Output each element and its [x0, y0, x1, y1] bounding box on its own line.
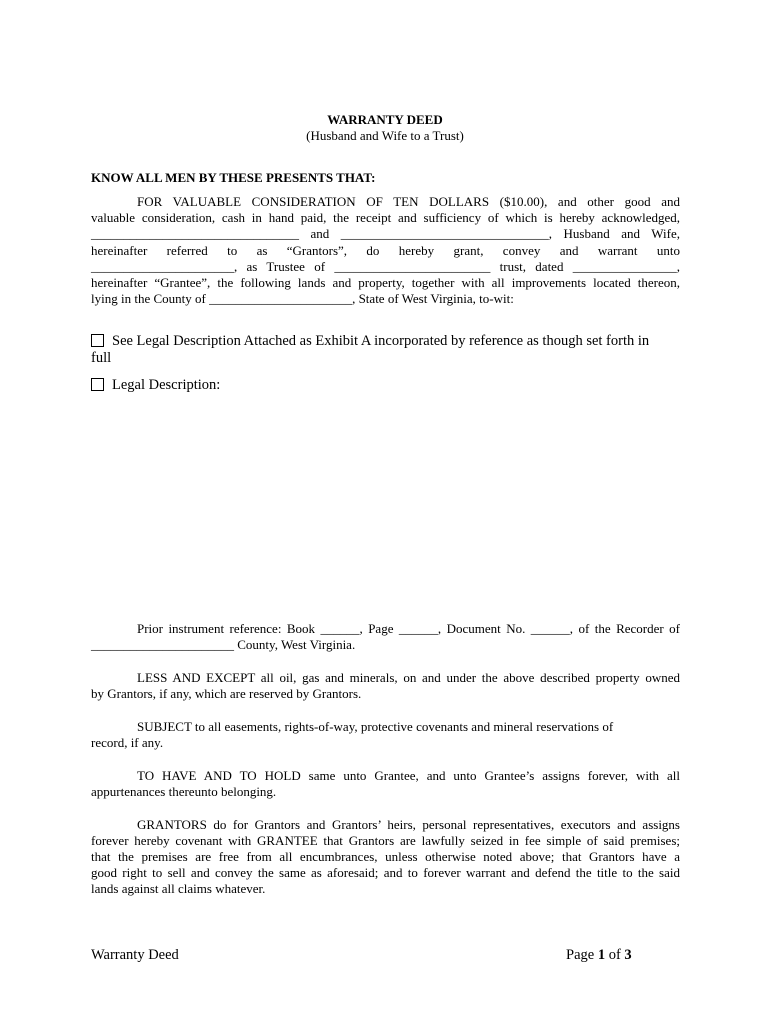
- to-have-line-1: TO HAVE AND TO HOLD same unto Grantee, and unto Grantee’s assigns forever, with all: [137, 768, 680, 783]
- page-number: [566, 947, 632, 964]
- covenant-line-2: forever hereby covenant with GRANTEE that Grantors are lawfully seized in fee simple of said premises;: [91, 833, 680, 848]
- footer-document-name: Warranty Deed: [91, 947, 179, 963]
- page-total: 3: [624, 947, 632, 963]
- legal-description-option: [91, 377, 220, 394]
- know-all-heading: KNOW ALL MEN BY THESE PRESENTS THAT:: [91, 170, 376, 185]
- prior-instrument-line-2: ______________________ County, West Virginia.: [91, 637, 356, 652]
- consideration-line-3: ________________________________ and ________________________________, Husband and Wife,: [91, 226, 680, 241]
- legal-description-label: Legal Description:: [112, 377, 221, 393]
- covenant-line-4: good right to sell and convey the same as aforesaid; and to forever warrant and defend the title to the said: [91, 865, 680, 880]
- exhibit-option-label: See Legal Description Attached as Exhibit A incorporated by reference as though set forth in: [112, 333, 650, 349]
- page-of: of: [608, 947, 621, 963]
- legal-description-checkbox[interactable]: [91, 378, 104, 391]
- subject-to-line-1: SUBJECT to all easements, rights-of-way, protective covenants and mineral reservations of: [137, 719, 614, 734]
- exhibit-option-continued: full: [91, 350, 112, 366]
- covenant-line-3: that the premises are free from all encumbrances, unless otherwise noted above; that Grantors have a: [91, 849, 680, 864]
- page-current: 1: [597, 947, 606, 963]
- document-title: WARRANTY DEED: [327, 112, 443, 127]
- document-subtitle: (Husband and Wife to a Trust): [306, 128, 464, 143]
- subject-to-line-2: record, if any.: [91, 735, 164, 750]
- covenant-line-5: lands against all claims whatever.: [91, 881, 266, 896]
- page-prefix: Page: [566, 947, 595, 963]
- exhibit-checkbox[interactable]: [91, 334, 104, 347]
- to-have-line-2: appurtenances thereunto belonging.: [91, 784, 277, 799]
- consideration-line-6: hereinafter “Grantee”, the following lands and property, together with all improvements located thereon,: [91, 275, 680, 290]
- consideration-line-4: hereinafter referred to as “Grantors”, do hereby grant, convey and warrant unto: [91, 243, 680, 258]
- less-except-line-2: by Grantors, if any, which are reserved by Grantors.: [91, 686, 362, 701]
- consideration-line-1: FOR VALUABLE CONSIDERATION OF TEN DOLLARS ($10.00), and other good and: [137, 194, 680, 209]
- exhibit-option: [91, 333, 649, 350]
- consideration-line-2: valuable consideration, cash in hand paid, the receipt and sufficiency of which is hereby acknowledged,: [91, 210, 680, 225]
- covenant-line-1: GRANTORS do for Grantors and Grantors’ heirs, personal representatives, executors and assigns: [137, 817, 680, 832]
- consideration-line-7: lying in the County of ______________________, State of West Virginia, to-wit:: [91, 291, 514, 306]
- consideration-line-5: ______________________, as Trustee of ________________________ trust, dated ________________,: [91, 259, 680, 274]
- less-except-line-1: LESS AND EXCEPT all oil, gas and minerals, on and under the above described property owned: [137, 670, 680, 685]
- prior-instrument-line-1: Prior instrument reference: Book ______, Page ______, Document No. ______, of the Recorder of: [137, 621, 680, 636]
